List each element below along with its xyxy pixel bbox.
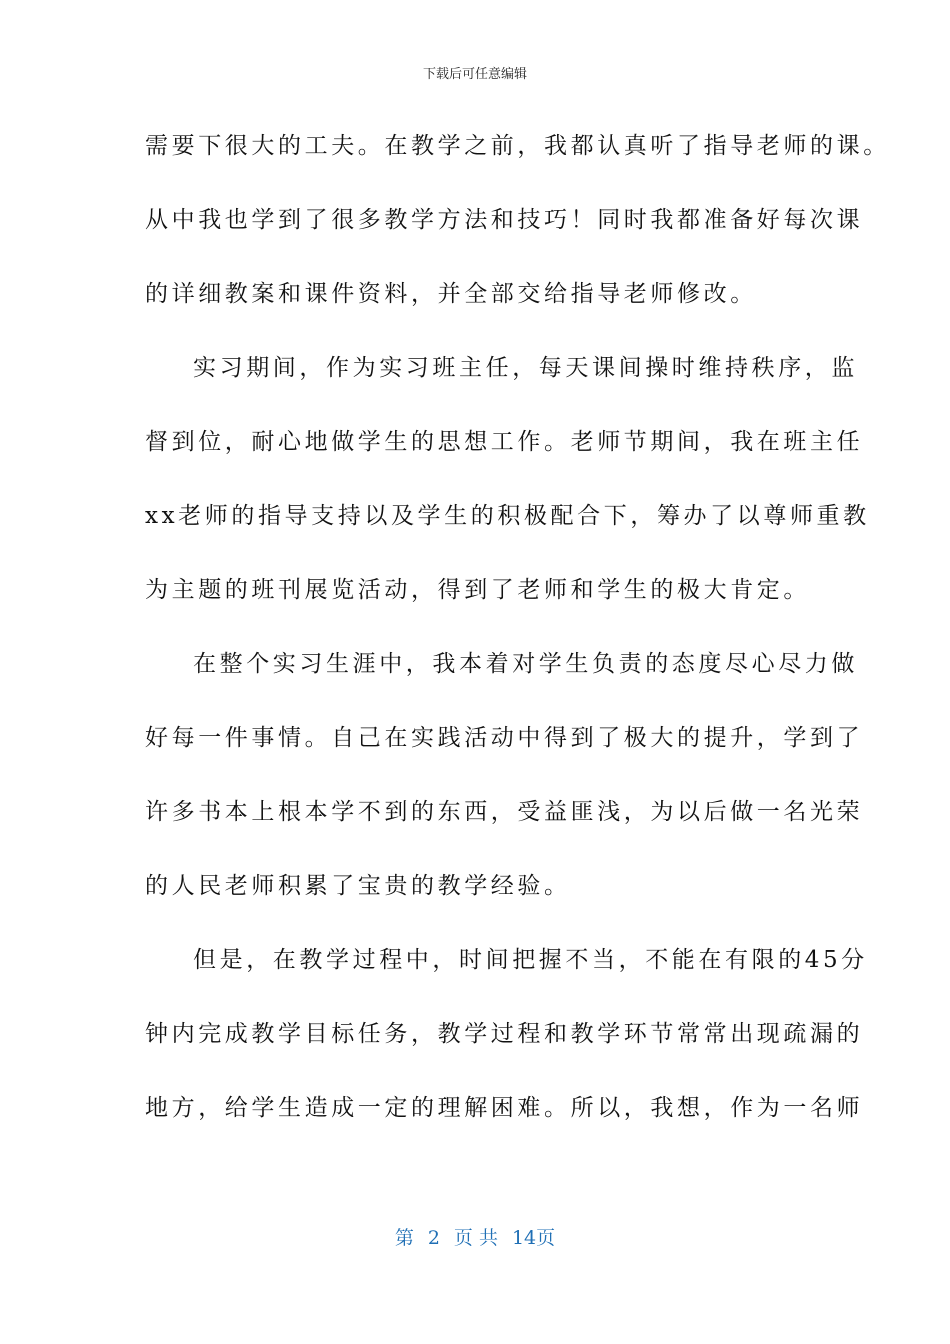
- text-line: 好每一件事情。自己在实践活动中得到了极大的提升，学到了: [145, 725, 864, 751]
- footer-middle: 页 共: [453, 1227, 498, 1249]
- page-number-footer: [0, 1224, 950, 1252]
- total-page-count: 14: [511, 1227, 537, 1249]
- paragraph-first-line: 在整个实习生涯中，我本着对学生负责的态度尽心尽力做: [193, 651, 858, 677]
- text-line: 需要下很大的工夫。在教学之前，我都认真听了指导老师的课。: [145, 133, 890, 159]
- document-body: [145, 118, 890, 1154]
- text-line: 从中我也学到了很多教学方法和技巧！同时我都准备好每次课: [145, 207, 864, 233]
- text-line: 钟内完成教学目标任务，教学过程和教学环节常常出现疏漏的: [145, 1021, 864, 1047]
- text-line: 地方，给学生造成一定的理解困难。所以，我想，作为一名师: [145, 1095, 864, 1121]
- paragraph-first-line: 实习期间，作为实习班主任，每天课间操时维持秩序，监: [193, 355, 858, 381]
- paragraph-first-line: 但是，在教学过程中，时间把握不当，不能在有限的45分: [193, 947, 868, 973]
- text-line: 为主题的班刊展览活动，得到了老师和学生的极大肯定。: [145, 577, 810, 603]
- text-line: 的详细教案和课件资料，并全部交给指导老师修改。: [145, 281, 757, 307]
- text-line: 的人民老师积累了宝贵的教学经验。: [145, 873, 571, 899]
- text-line: xx老师的指导支持以及学生的积极配合下，筹办了以尊师重教: [145, 503, 870, 529]
- footer-prefix: 第: [394, 1227, 414, 1249]
- text-line: 督到位，耐心地做学生的思想工作。老师节期间，我在班主任: [145, 429, 864, 455]
- current-page-number: 2: [427, 1227, 440, 1249]
- footer-suffix: 页: [536, 1227, 556, 1249]
- text-line: 许多书本上根本学不到的东西，受益匪浅，为以后做一名光荣: [145, 799, 864, 825]
- page-header-note: 下载后可任意编辑: [422, 67, 527, 82]
